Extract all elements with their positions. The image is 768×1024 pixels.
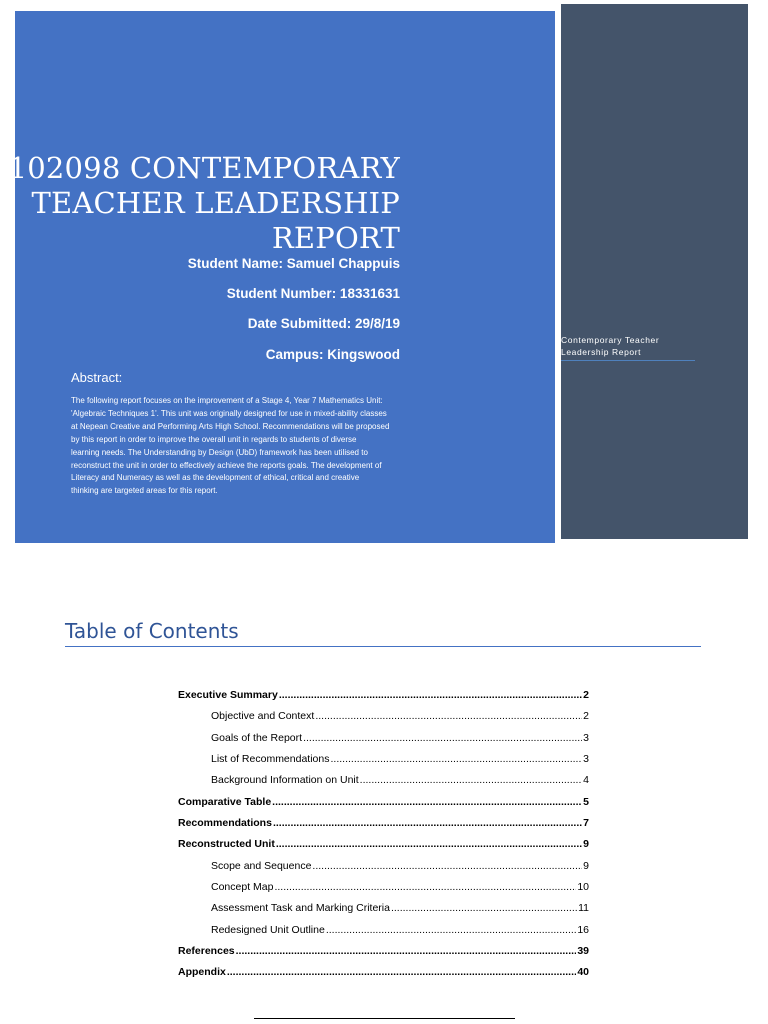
toc-entry-page: 9	[583, 838, 589, 851]
abstract-line: The following report focuses on the improvement of a Stage 4, Year 7 Mathematics Unit:	[71, 396, 383, 405]
student-number: Student Number: 18331631	[226, 286, 400, 301]
toc-dot-leader	[303, 732, 582, 744]
toc-entry[interactable]	[178, 924, 589, 945]
abstract-line: at Nepean Creative and Performing Arts High School. Recommendations will be proposed	[71, 421, 390, 431]
toc-entry-page: 9	[583, 859, 589, 872]
toc-entry-page: 16	[577, 923, 589, 936]
abstract-line: 'Algebraic Techniques 1'. This unit was originally designed for use in mixed-ability classes	[71, 408, 387, 418]
toc-dot-leader	[273, 817, 582, 829]
toc-entry[interactable]	[178, 902, 589, 923]
toc-entry-page: 7	[583, 817, 589, 830]
toc-entry[interactable]	[178, 860, 589, 881]
title-line: REPORT	[271, 221, 400, 255]
toc-entry[interactable]	[178, 966, 589, 987]
toc-dot-leader	[227, 966, 576, 978]
toc-entry-label: Appendix	[178, 966, 226, 979]
toc-entry-page: 3	[583, 753, 589, 766]
toc-dot-leader	[315, 710, 582, 722]
toc-dot-leader	[326, 924, 576, 936]
toc-entry[interactable]	[178, 881, 589, 902]
toc-entry-label: Background Information on Unit	[211, 774, 359, 787]
abstract-line: thinking are targeted areas for this report.	[71, 486, 218, 496]
toc-dot-leader	[360, 774, 582, 786]
toc-entry-label: Reconstructed Unit	[178, 838, 275, 851]
toc-entry-label: Objective and Context	[211, 710, 315, 723]
table-of-contents	[178, 689, 589, 988]
toc-entry[interactable]	[178, 796, 589, 817]
toc-entry-page: 40	[577, 966, 589, 979]
date-submitted: Date Submitted: 29/8/19	[247, 316, 400, 331]
toc-entry-page: 4	[583, 774, 589, 787]
toc-entry[interactable]	[178, 710, 589, 731]
toc-entry[interactable]	[178, 838, 589, 859]
toc-entry-label: Executive Summary	[178, 689, 278, 701]
abstract-heading: Abstract:	[71, 370, 123, 385]
toc-dot-leader	[274, 881, 576, 893]
toc-entry[interactable]	[178, 753, 589, 774]
toc-entry-page: 2	[583, 710, 589, 723]
toc-entry-label: Recommendations	[178, 817, 272, 830]
toc-dot-leader	[276, 838, 582, 850]
toc-heading: Table of Contents	[65, 619, 701, 647]
toc-entry-label: Goals of the Report	[211, 731, 303, 744]
abstract-body	[71, 395, 447, 498]
toc-entry[interactable]	[178, 732, 589, 753]
toc-entry-label: List of Recommendations	[211, 753, 330, 766]
toc-entry-label: References	[178, 945, 235, 958]
cover-sidebar	[561, 4, 748, 539]
toc-entry-page: 10	[577, 881, 589, 894]
toc-dot-leader	[279, 689, 582, 701]
student-name: Student Name: Samuel Chappuis	[187, 256, 400, 271]
sidebar-label-line: Contemporary Teacher	[561, 335, 660, 345]
abstract-line: reconstruct the unit in order to effectively achieve the reports goals. The development of	[71, 460, 382, 470]
abstract-line: Literacy and Numeracy as well as the development of ethical, critical and creative	[71, 473, 360, 483]
report-title	[0, 151, 400, 256]
cover-panel	[8, 11, 555, 543]
toc-entry-label: Concept Map	[211, 881, 274, 894]
abstract-line: by this report in order to improve the overall unit in regards to students of diverse	[71, 434, 357, 444]
toc-entry-label: Comparative Table	[178, 795, 272, 808]
toc-entry-page: 3	[583, 731, 589, 744]
toc-entry-page: 11	[578, 902, 589, 915]
toc-entry-label: Assessment Task and Marking Criteria	[211, 902, 390, 915]
title-line: 102098 CONTEMPORARY	[8, 151, 400, 185]
toc-dot-leader	[391, 902, 577, 914]
toc-entry[interactable]	[178, 689, 589, 710]
toc-dot-leader	[330, 753, 582, 765]
toc-entry[interactable]	[178, 945, 589, 966]
toc-entry-page: 39	[577, 945, 589, 958]
toc-entry[interactable]	[178, 817, 589, 838]
toc-dot-leader	[272, 796, 582, 808]
sidebar-label-line: Leadership Report	[561, 347, 642, 357]
toc-entry-label: Scope and Sequence	[211, 859, 312, 872]
toc-dot-leader	[312, 860, 582, 872]
title-line: TEACHER LEADERSHIP	[31, 186, 400, 220]
toc-entry-page: 2	[583, 689, 589, 701]
toc-dot-leader	[236, 945, 577, 957]
toc-entry[interactable]	[178, 774, 589, 795]
sidebar-report-label	[561, 334, 695, 361]
abstract-line: learning needs. The Understanding by Design (UbD) framework has been utilised to	[71, 447, 368, 457]
toc-entry-label: Redesigned Unit Outline	[211, 923, 325, 936]
toc-entry-page: 5	[583, 795, 589, 808]
footnote-separator	[254, 1018, 515, 1019]
campus: Campus: Kingswood	[265, 347, 400, 362]
